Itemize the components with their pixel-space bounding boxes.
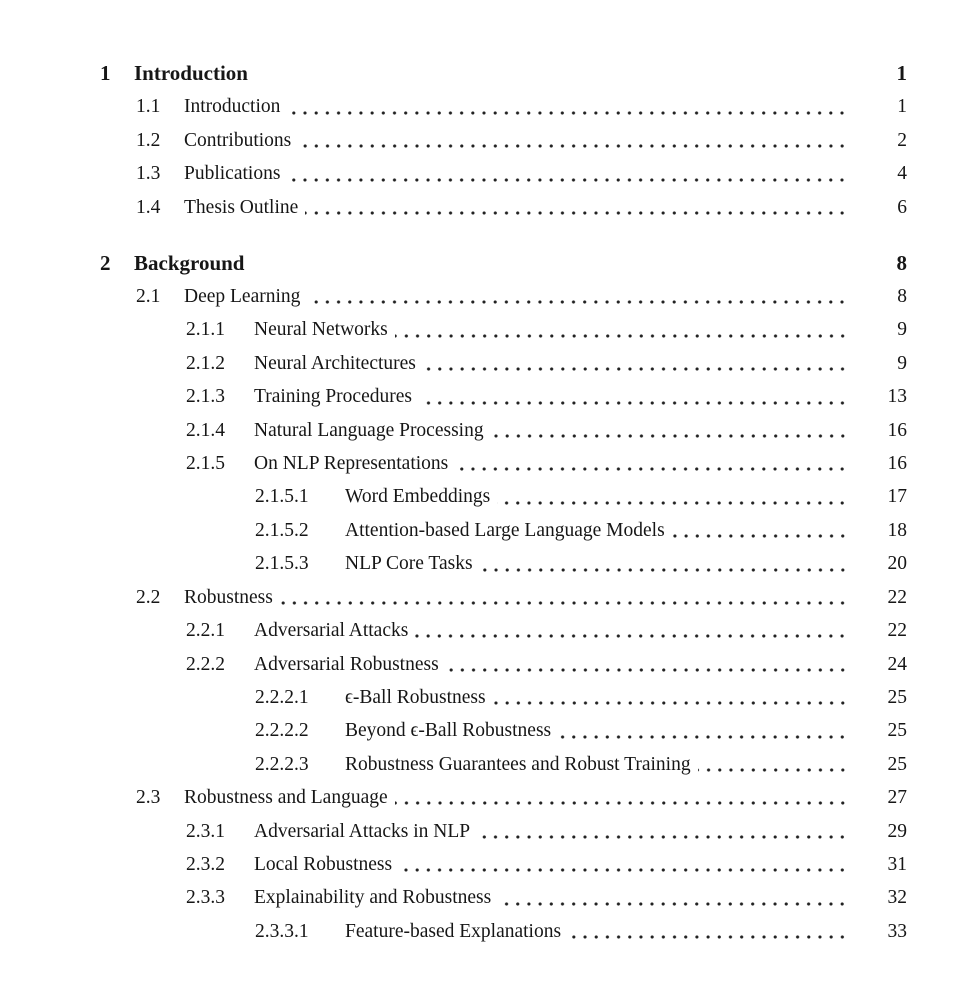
entry-number: 2.2.2.1	[255, 686, 309, 708]
entry-title: Thesis Outline	[184, 196, 299, 218]
entry-page-number: 2	[897, 129, 907, 151]
entry-title: Adversarial Attacks in NLP	[254, 820, 471, 842]
entry-title: Robustness Guarantees and Robust Training	[345, 753, 691, 775]
entry-title: Deep Learning	[184, 286, 301, 308]
entry-number: 2.3.1	[186, 820, 225, 842]
entry-title: Neural Architectures	[254, 352, 416, 374]
dot-leader	[491, 414, 850, 447]
entry-number: 2.1.2	[186, 352, 225, 374]
entry-number: 2.2	[136, 586, 161, 608]
entry-page-number: 22	[887, 620, 907, 642]
dot-leader	[493, 681, 850, 714]
entry-title: Adversarial Robustness	[254, 653, 439, 675]
entry-title: Feature-based Explanations	[345, 920, 562, 942]
entry-number: 2.3.2	[186, 853, 225, 875]
entry-title: Natural Language Processing	[254, 419, 484, 441]
entry-number: 2.1.5.2	[255, 519, 309, 541]
dot-leader	[498, 881, 850, 914]
toc-entry-row	[100, 347, 907, 380]
entry-number: 1.2	[136, 129, 161, 151]
toc-entry-row	[100, 848, 907, 881]
toc-entry-row	[100, 681, 907, 714]
entry-number: 2.3.3.1	[255, 920, 309, 942]
entry-number: 2.1.1	[186, 319, 225, 341]
entry-page-number: 9	[897, 352, 907, 374]
entry-page-number: 31	[887, 853, 907, 875]
dot-leader	[255, 57, 850, 90]
dot-leader	[455, 447, 850, 480]
entry-title: Adversarial Attacks	[254, 620, 409, 642]
entry-number: 2.2.1	[186, 620, 225, 642]
toc-entry-row	[100, 414, 907, 447]
entry-page-number: 8	[897, 286, 907, 308]
toc-entry-row	[100, 280, 907, 313]
entry-number: 2.1.5	[186, 453, 225, 475]
toc-chapter-row	[100, 247, 907, 280]
toc-entry-row	[100, 124, 907, 157]
entry-title: Neural Networks	[254, 319, 388, 341]
dot-leader	[423, 347, 850, 380]
toc-entry-row	[100, 648, 907, 681]
toc-entry-row	[100, 915, 907, 948]
entry-title: Beyond ϵ-Ball Robustness	[345, 720, 552, 742]
dot-leader	[568, 915, 850, 948]
entry-title: Training Procedures	[254, 386, 412, 408]
toc-chapter-row	[100, 57, 907, 90]
entry-number: 1.4	[136, 196, 161, 218]
toc-entry-row	[100, 781, 907, 814]
dot-leader	[698, 748, 850, 781]
entry-title: Attention-based Large Language Models	[345, 519, 665, 541]
dot-leader	[287, 90, 850, 123]
entry-number: 2.1.4	[186, 419, 225, 441]
entry-number: 2.1	[136, 286, 161, 308]
entry-page-number: 6	[897, 196, 907, 218]
entry-number: 2.2.2.2	[255, 720, 309, 742]
entry-title: On NLP Representations	[254, 453, 449, 475]
entry-title: Background	[134, 250, 245, 275]
entry-page-number: 33	[887, 920, 907, 942]
dot-leader	[287, 157, 850, 190]
table-of-contents	[100, 57, 907, 948]
entry-page-number: 25	[887, 720, 907, 742]
toc-entry-row	[100, 748, 907, 781]
dot-leader	[280, 581, 850, 614]
entry-title: Word Embeddings	[345, 486, 491, 508]
entry-number: 1.3	[136, 163, 161, 185]
entry-number: 2.1.5.3	[255, 553, 309, 575]
entry-title: Introduction	[184, 96, 281, 118]
entry-page-number: 22	[887, 586, 907, 608]
entry-page-number: 4	[897, 163, 907, 185]
toc-entry-row	[100, 614, 907, 647]
entry-number: 2.1.3	[186, 386, 225, 408]
dot-leader	[395, 313, 850, 346]
dot-leader	[497, 480, 850, 513]
toc-entry-row	[100, 380, 907, 413]
entry-page-number: 32	[887, 887, 907, 909]
entry-page-number: 16	[887, 453, 907, 475]
dot-leader	[305, 191, 850, 224]
entry-page-number: 25	[887, 686, 907, 708]
dot-leader	[477, 815, 850, 848]
dot-leader	[399, 848, 850, 881]
toc-entry-row	[100, 514, 907, 547]
entry-page-number: 27	[887, 787, 907, 809]
entry-page-number: 18	[887, 519, 907, 541]
dot-leader	[558, 714, 850, 747]
toc-entry-row	[100, 547, 907, 580]
entry-title: Contributions	[184, 129, 292, 151]
dot-leader	[307, 280, 850, 313]
entry-page-number: 8	[896, 250, 907, 275]
entry-page-number: 1	[897, 96, 907, 118]
entry-page-number: 1	[896, 61, 907, 85]
toc-entry-row	[100, 191, 907, 224]
dot-leader	[446, 648, 850, 681]
entry-page-number: 20	[887, 553, 907, 575]
entry-number: 2.3	[136, 787, 161, 809]
entry-page-number: 9	[897, 319, 907, 341]
entry-page-number: 24	[887, 653, 907, 675]
entry-title: ϵ-Ball Robustness	[345, 686, 486, 708]
entry-number: 2.1.5.1	[255, 486, 309, 508]
toc-entry-row	[100, 90, 907, 123]
toc-entry-row	[100, 157, 907, 190]
toc-entry-row	[100, 480, 907, 513]
entry-page-number: 29	[887, 820, 907, 842]
entry-number: 1.1	[136, 96, 161, 118]
entry-number: 2.2.2.3	[255, 753, 309, 775]
entry-number: 2.2.2	[186, 653, 225, 675]
dot-leader	[419, 380, 850, 413]
entry-title: Publications	[184, 163, 281, 185]
entry-title: Robustness and Language	[184, 787, 388, 809]
entry-title: Explainability and Robustness	[254, 887, 492, 909]
entry-page-number: 16	[887, 419, 907, 441]
toc-entry-row	[100, 881, 907, 914]
entry-number: 2.3.3	[186, 887, 225, 909]
entry-page-number: 25	[887, 753, 907, 775]
dot-leader	[298, 124, 850, 157]
dot-leader	[252, 247, 851, 280]
dot-leader	[415, 614, 850, 647]
entry-title: NLP Core Tasks	[345, 553, 473, 575]
toc-entry-row	[100, 447, 907, 480]
toc-entry-row	[100, 714, 907, 747]
toc-entry-row	[100, 815, 907, 848]
entry-title: Local Robustness	[254, 853, 393, 875]
entry-page-number: 17	[887, 486, 907, 508]
toc-entry-row	[100, 581, 907, 614]
dot-leader	[480, 547, 850, 580]
dot-leader	[395, 781, 850, 814]
entry-number: 1	[100, 61, 111, 85]
entry-title: Introduction	[134, 61, 248, 85]
toc-entry-row	[100, 313, 907, 346]
entry-page-number: 13	[887, 386, 907, 408]
entry-number: 2	[100, 250, 111, 275]
entry-title: Robustness	[184, 586, 273, 608]
dot-leader	[672, 514, 850, 547]
